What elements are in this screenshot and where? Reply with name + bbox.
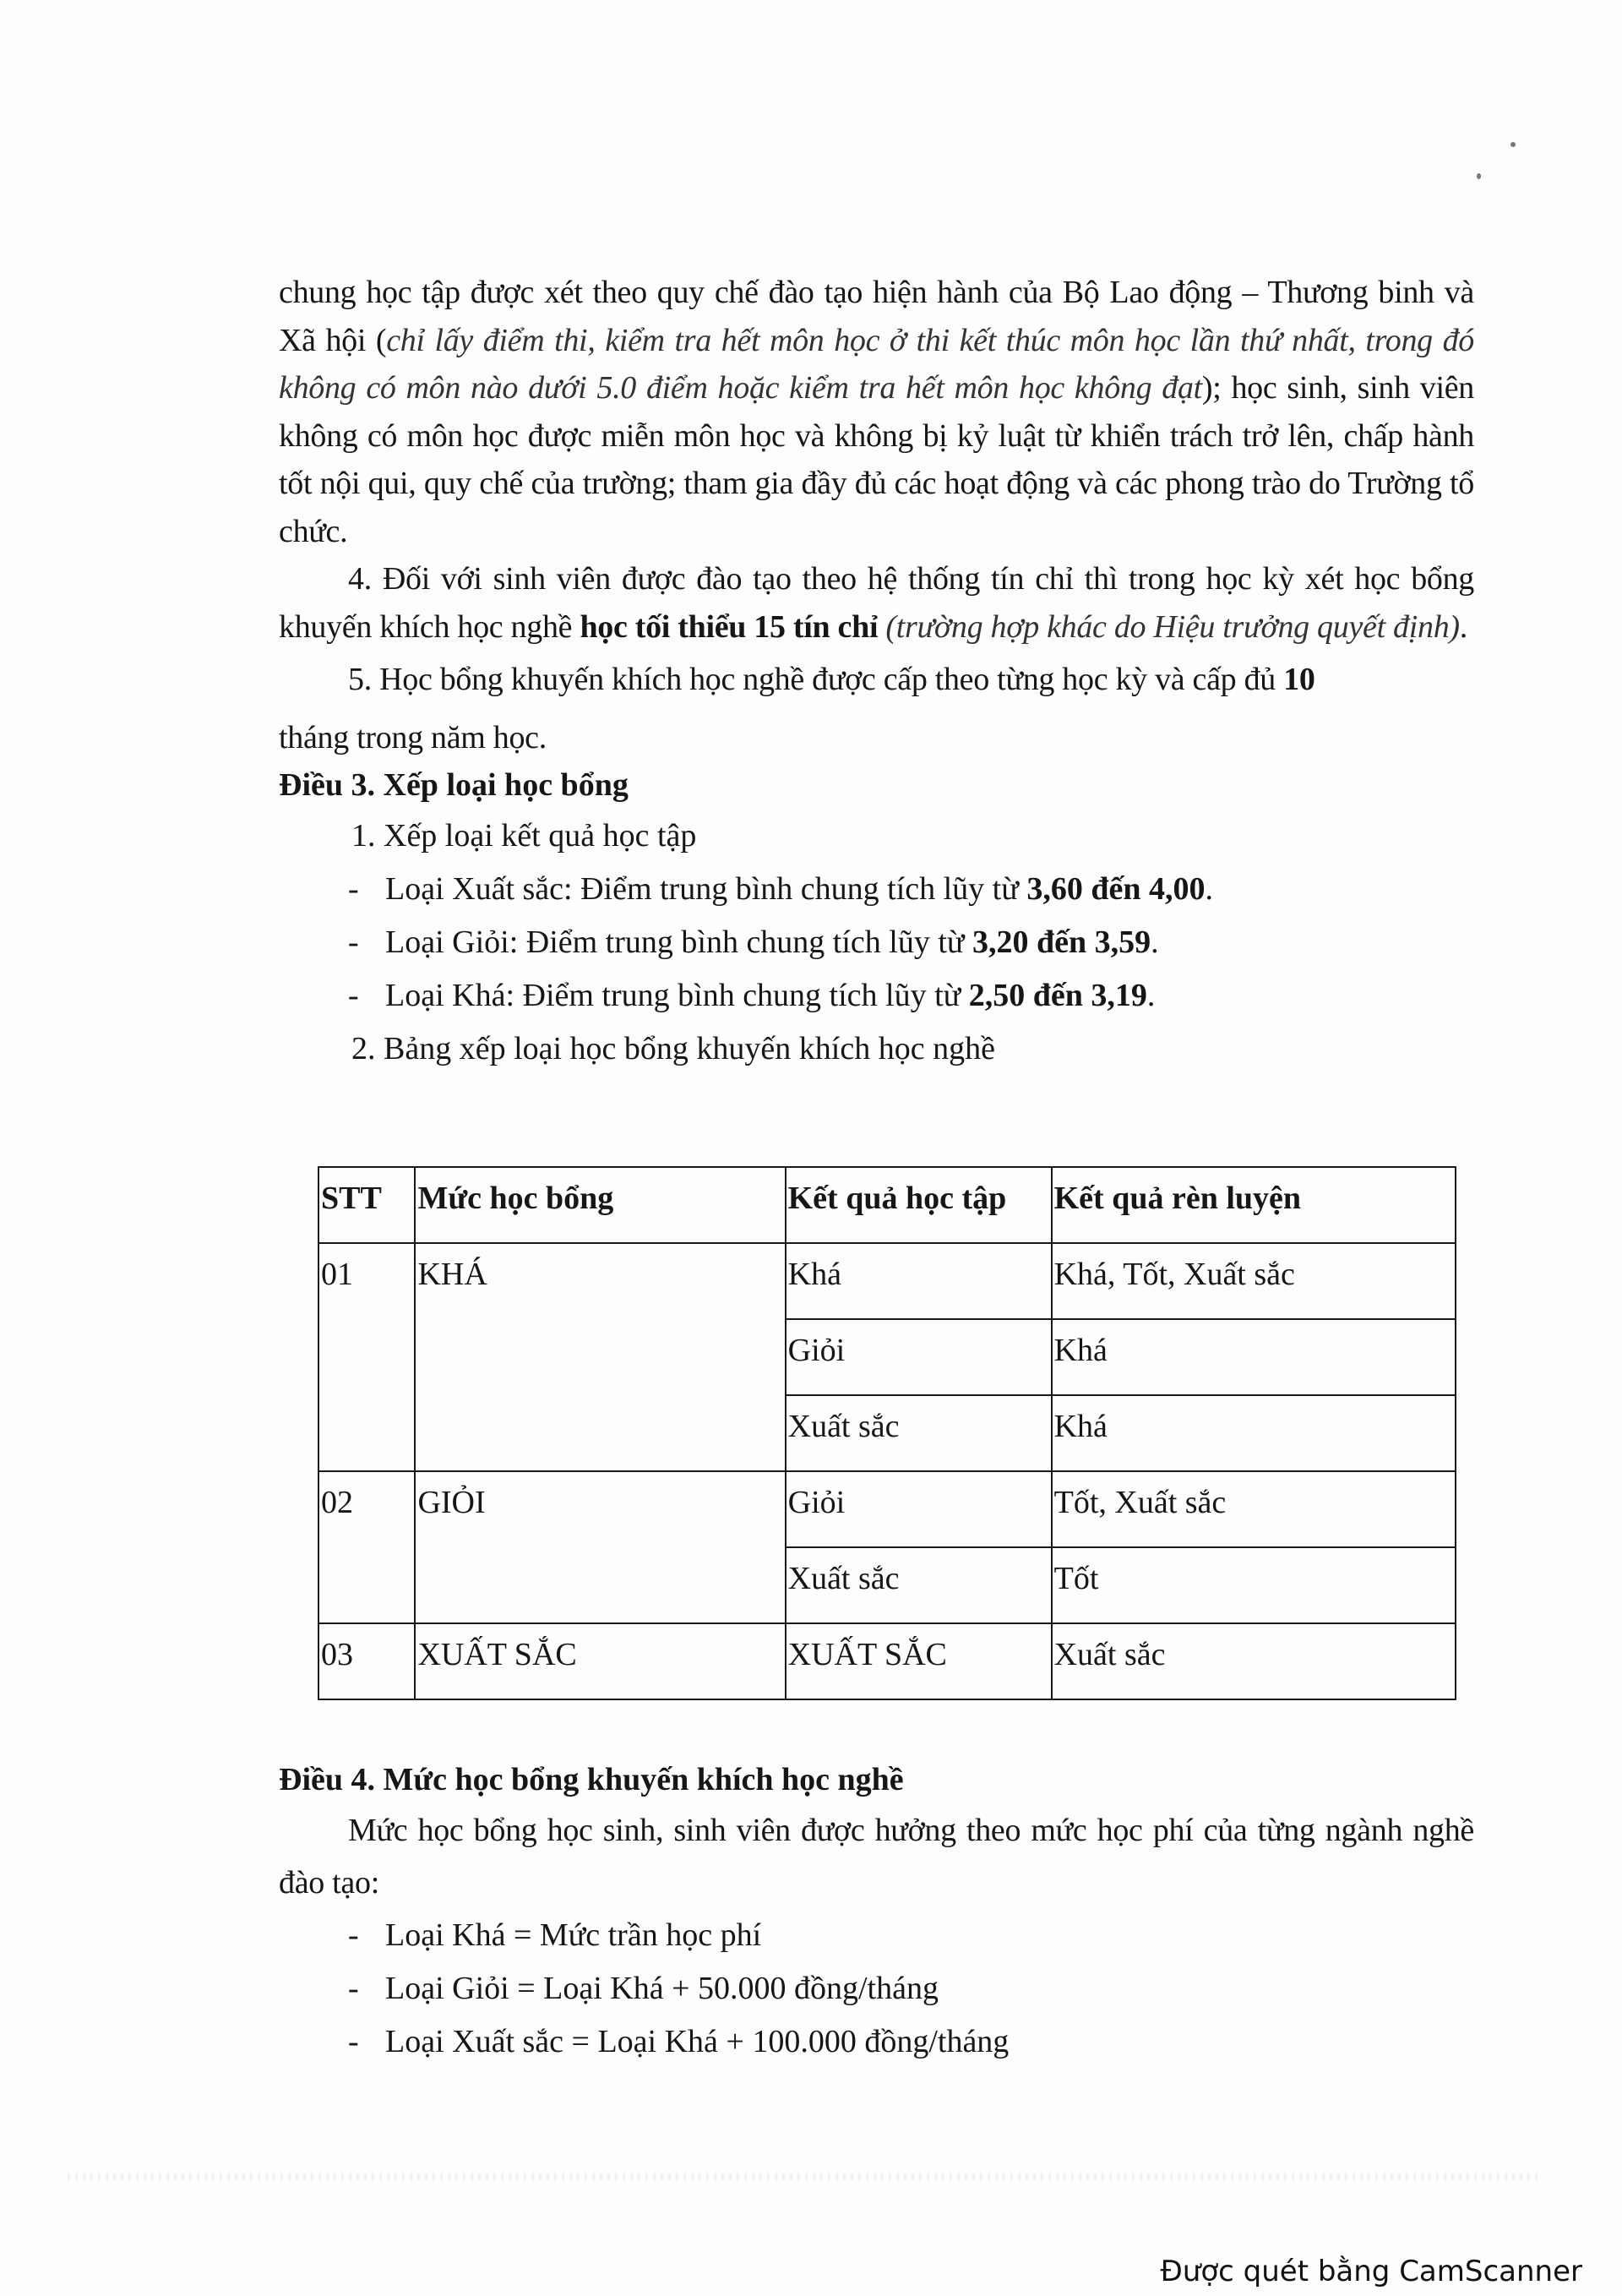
paragraph-italic-note: chỉ lấy điểm thi, kiểm tra hết môn học ở thi kết thúc môn học lần thứ nhất, trong đó không có môn nào dưới 5.0 điểm hoặc kiểm tra hết môn học không đạt bbox=[279, 322, 1474, 406]
gpa-bullet bbox=[279, 969, 1474, 1023]
paragraph-text: ); học sinh, sinh viên không có môn học được miễn môn học và không bị kỷ luật từ khiển trách trở lên, chấp hành tốt nội qui, quy chế của trường; tham gia đầy đủ các hoạt động và các phong trào do Trường tổ chức. bbox=[279, 370, 1474, 549]
table-row bbox=[318, 1471, 1456, 1547]
bullet-text: Loại Xuất sắc = Loại Khá + 100.000 đồng/tháng bbox=[385, 2023, 1010, 2059]
header-stt: STT bbox=[318, 1167, 415, 1243]
dash-bullet: - bbox=[348, 924, 359, 960]
table-row bbox=[318, 1243, 1456, 1319]
scan-speck bbox=[1510, 142, 1516, 147]
cell-training: Tốt, Xuất sắc bbox=[1052, 1471, 1456, 1547]
cell-study: Khá bbox=[786, 1243, 1052, 1319]
cell-stt: 02 bbox=[318, 1471, 415, 1623]
cell-study: Giỏi bbox=[786, 1319, 1052, 1395]
cell-study: Xuất sắc bbox=[786, 1395, 1052, 1471]
scan-noise-strip bbox=[68, 2173, 1538, 2180]
item-4-end: . bbox=[1459, 608, 1467, 645]
gpa-bullet bbox=[279, 916, 1474, 969]
amount-bullet bbox=[279, 1962, 1474, 2015]
gpa-bullet bbox=[279, 863, 1474, 916]
header-study-result: Kết quả học tập bbox=[786, 1167, 1052, 1243]
paragraph-text: chung học tập được xét theo quy chế đào tạo hiện hành của Bộ Lao động – Thương binh và Xã hội ( bbox=[279, 275, 1474, 358]
camscanner-watermark: Được quét bằng CamScanner bbox=[1160, 2255, 1582, 2288]
dash-bullet: - bbox=[348, 2023, 359, 2059]
cell-training: Khá bbox=[1052, 1395, 1456, 1471]
cell-study: Xuất sắc bbox=[786, 1547, 1052, 1623]
scan-speck bbox=[1477, 173, 1481, 179]
article-3-sub-1: 1. Xếp loại kết quả học tập bbox=[351, 817, 697, 854]
article-3-heading: Điều 3. Xếp loại học bổng bbox=[279, 767, 629, 803]
document-body bbox=[279, 269, 1474, 1076]
dash-bullet: - bbox=[348, 977, 359, 1013]
item-5-paragraph bbox=[279, 656, 1474, 704]
article-3-sub-2: 2. Bảng xếp loại học bổng khuyến khích học nghề bbox=[351, 1030, 995, 1066]
paragraph-eligibility-continuation bbox=[279, 269, 1474, 555]
bullet-end: . bbox=[1146, 977, 1156, 1013]
amount-bullet bbox=[279, 1909, 1474, 1962]
bullet-bold-range: 3,60 đến 4,00 bbox=[1026, 870, 1206, 907]
cell-level: GIỎI bbox=[415, 1471, 785, 1623]
cell-training: Xuất sắc bbox=[1052, 1623, 1456, 1699]
item-5-continuation: tháng trong năm học. bbox=[279, 719, 547, 755]
table-row bbox=[318, 1623, 1456, 1699]
article-4-section bbox=[279, 1756, 1474, 2069]
article-4-heading: Điều 4. Mức học bổng khuyến khích học nghề bbox=[279, 1762, 904, 1797]
cell-training: Tốt bbox=[1052, 1547, 1456, 1623]
cell-study: Giỏi bbox=[786, 1471, 1052, 1547]
dash-bullet: - bbox=[348, 1917, 359, 1953]
table-header-row bbox=[318, 1167, 1456, 1243]
bullet-text: Loại Xuất sắc: Điểm trung bình chung tích lũy từ bbox=[385, 870, 1027, 907]
cell-training: Khá bbox=[1052, 1319, 1456, 1395]
article-4-intro: Mức học bổng học sinh, sinh viên được hưởng theo mức học phí của từng ngành nghề đào tạo: bbox=[279, 1812, 1474, 1901]
dash-bullet: - bbox=[348, 1970, 359, 2006]
item-4-bold: học tối thiểu 15 tín chỉ bbox=[580, 608, 879, 645]
cell-level: XUẤT SẮC bbox=[415, 1623, 785, 1699]
item-4-italic: (trường hợp khác do Hiệu trưởng quyết định) bbox=[878, 608, 1460, 645]
bullet-text: Loại Khá: Điểm trung bình chung tích lũy từ bbox=[385, 977, 969, 1013]
item-5-bold: 10 bbox=[1283, 662, 1315, 697]
dash-bullet: - bbox=[348, 870, 359, 907]
cell-stt: 03 bbox=[318, 1623, 415, 1699]
bullet-end: . bbox=[1205, 870, 1213, 907]
cell-level: KHÁ bbox=[415, 1243, 785, 1471]
bullet-bold-range: 2,50 đến 3,19 bbox=[968, 977, 1147, 1013]
header-scholarship-level: Mức học bổng bbox=[415, 1167, 785, 1243]
bullet-end: . bbox=[1151, 924, 1159, 960]
bullet-text: Loại Giỏi = Loại Khá + 50.000 đồng/tháng bbox=[385, 1970, 939, 2006]
item-4-text: 4. Đối với sinh viên được đào tạo theo hệ thống tín chỉ thì trong học kỳ xét học bổng khuyến khích học nghề bbox=[279, 561, 1474, 645]
bullet-bold-range: 3,20 đến 3,59 bbox=[972, 924, 1151, 960]
header-training-result: Kết quả rèn luyện bbox=[1052, 1167, 1456, 1243]
cell-study: XUẤT SẮC bbox=[786, 1623, 1052, 1699]
item-4-paragraph bbox=[279, 555, 1474, 651]
scholarship-classification-table bbox=[318, 1166, 1456, 1700]
bullet-text: Loại Khá = Mức trần học phí bbox=[385, 1917, 762, 1953]
item-5-text: 5. Học bổng khuyến khích học nghề được cấp theo từng học kỳ và cấp đủ bbox=[348, 662, 1284, 697]
bullet-text: Loại Giỏi: Điểm trung bình chung tích lũy từ bbox=[385, 924, 973, 960]
amount-bullet bbox=[279, 2015, 1474, 2069]
cell-training: Khá, Tốt, Xuất sắc bbox=[1052, 1243, 1456, 1319]
cell-stt: 01 bbox=[318, 1243, 415, 1471]
